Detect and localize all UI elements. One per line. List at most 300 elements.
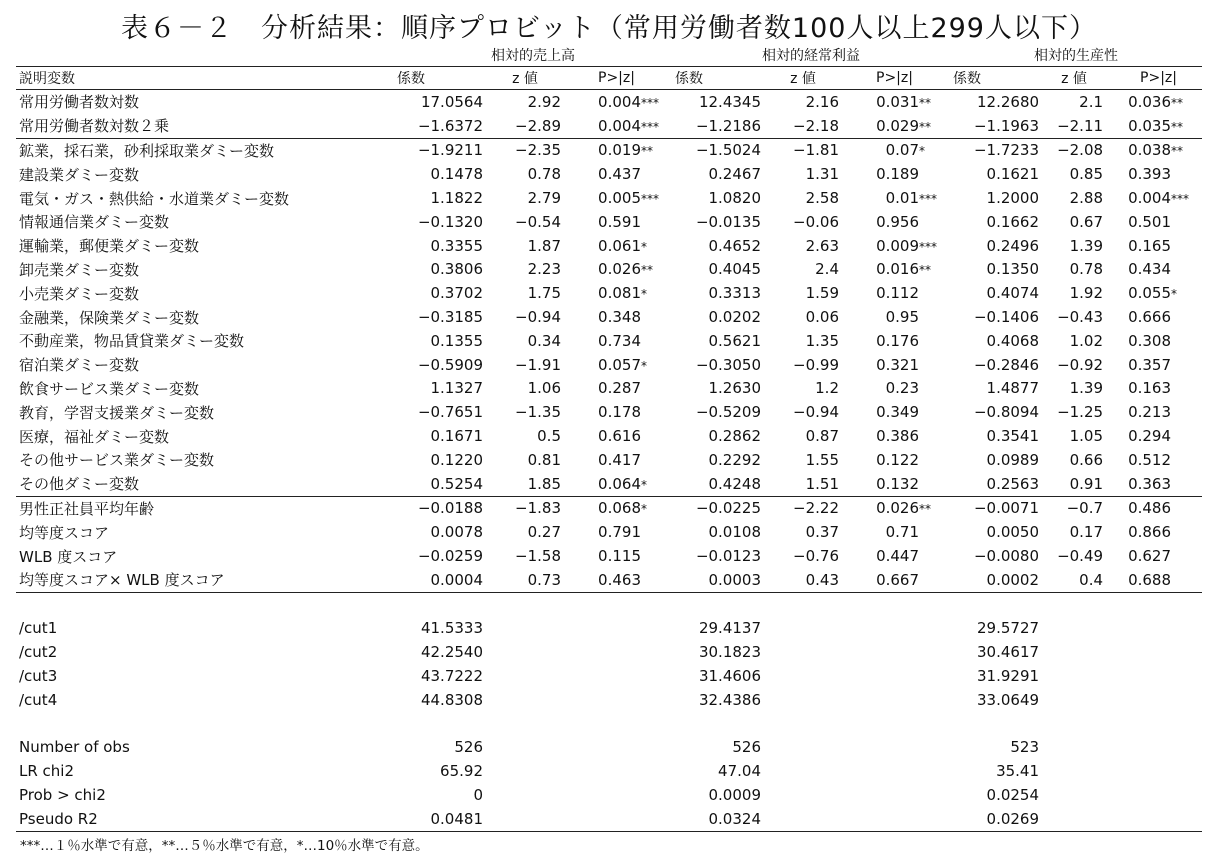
table-row <box>16 424 1202 448</box>
coef-value: 17.0564 <box>420 92 483 111</box>
coef-value: −0.3185 <box>417 308 483 327</box>
p-value: 0.591 <box>598 212 641 231</box>
empty-cell <box>764 664 842 688</box>
coef-value: 0.2862 <box>708 427 761 446</box>
row-value: 41.5333 <box>420 619 483 638</box>
p-value: 0.029 <box>876 116 920 135</box>
empty-cell <box>1042 664 1106 688</box>
p-value: 0.791 <box>598 523 641 542</box>
group-header: 相対的経常利益 <box>762 48 861 64</box>
row-label: /cut1 <box>19 619 58 638</box>
z-value: 2.16 <box>805 92 839 111</box>
empty-cell <box>564 759 672 783</box>
coef-value: 1.2000 <box>986 189 1040 208</box>
p-value-cell <box>564 400 672 424</box>
table-row <box>16 448 1202 472</box>
empty-cell <box>842 759 950 783</box>
p-value-cell <box>564 424 672 448</box>
p-value-cell <box>564 305 672 329</box>
variable-name: 鉱業，採石業，砂利採取業ダミー変数 <box>16 138 394 162</box>
p-value-cell <box>1106 544 1202 568</box>
p-value-cell <box>842 258 950 282</box>
variable-name: その他サービス業ダミー変数 <box>19 451 215 470</box>
group-header: 相対的生産性 <box>1034 48 1119 64</box>
significance-stars: *** <box>919 192 938 207</box>
z-value: −0.94 <box>793 403 839 422</box>
p-value-cell <box>842 186 950 210</box>
coef-value: 0.1355 <box>430 331 483 350</box>
significance-stars: ** <box>919 502 932 517</box>
significance-stars: *** <box>919 239 938 254</box>
variable-name: 小売業ダミー変数 <box>19 284 140 303</box>
row-value: 0.0009 <box>708 786 761 804</box>
significance-stars: * <box>641 477 647 492</box>
p-value-cell <box>1106 400 1202 424</box>
p-value-cell <box>1106 353 1202 377</box>
spacer-row <box>16 592 1202 616</box>
p-value: 0.956 <box>876 212 920 231</box>
empty-cell <box>486 736 564 760</box>
p-value: 0.081 <box>598 284 641 303</box>
p-value: 0.132 <box>876 474 920 493</box>
empty-cell <box>1106 736 1202 760</box>
row-label: /cut3 <box>19 667 58 686</box>
variable-name: 金融業，保険業ダミー変数 <box>19 308 200 327</box>
z-value: 2.1 <box>1079 92 1104 111</box>
p-value: 0.115 <box>598 547 641 566</box>
p-value: 0.434 <box>1128 260 1172 279</box>
z-value: −0.06 <box>793 212 839 231</box>
coef-value: −0.8094 <box>973 403 1040 422</box>
p-value: 0.057 <box>598 355 641 374</box>
z-value: 0.5 <box>537 427 561 446</box>
variable-name: 卸売業ダミー変数 <box>19 260 140 279</box>
significance-stars: * <box>919 144 926 159</box>
p-value-cell <box>564 353 672 377</box>
empty-cell <box>564 688 672 712</box>
variable-name: 教育，学習支援業ダミー変数 <box>19 403 215 422</box>
z-value: 1.51 <box>805 474 839 493</box>
p-value: 0.287 <box>598 379 641 398</box>
p-value: 0.734 <box>598 331 641 350</box>
p-value-cell <box>564 114 672 138</box>
coef-value: 0.1662 <box>986 212 1040 231</box>
coef-value: −0.0135 <box>695 212 761 231</box>
row-value: 0.0269 <box>950 807 1042 831</box>
significance-stars: ** <box>919 119 932 134</box>
coef-value: 0.1621 <box>986 165 1040 184</box>
coef-value: 0.0989 <box>986 450 1040 469</box>
variable-name: 情報通信業ダミー変数 <box>19 213 170 232</box>
table-row <box>16 520 1202 544</box>
significance-stars: *** <box>1171 192 1190 207</box>
variable-name: 均等度スコア× WLB 度スコア <box>16 568 394 592</box>
row-value: 35.41 <box>996 762 1040 781</box>
stat-row <box>16 736 1202 760</box>
row-value: 42.2540 <box>420 643 483 662</box>
p-value-cell <box>842 281 950 305</box>
row-value: 33.0649 <box>977 690 1040 709</box>
table-title: 表６－２ 分析結果：順序プロビット（常用労働者数100人以上299人以下） <box>121 13 1097 44</box>
row-label: Number of obs <box>19 738 130 757</box>
empty-cell <box>764 736 842 760</box>
z-value: −2.11 <box>1057 116 1104 135</box>
table-row <box>16 400 1202 424</box>
coef-value: −0.0188 <box>394 496 486 520</box>
row-value: 31.4606 <box>698 667 761 686</box>
empty-cell <box>564 640 672 664</box>
z-value: −0.49 <box>1057 547 1104 566</box>
variable-name: 飲食サービス業ダミー変数 <box>19 379 200 398</box>
z-value: 0.43 <box>764 568 842 592</box>
p-value-cell <box>564 138 672 162</box>
empty-cell <box>764 688 842 712</box>
p-value-cell <box>1106 162 1202 186</box>
row-value: 29.4137 <box>698 619 761 638</box>
p-value: 0.357 <box>1128 355 1172 374</box>
coef-value: 0.0108 <box>708 523 761 542</box>
p-value-cell <box>564 210 672 234</box>
p-value: 0.019 <box>598 141 641 160</box>
z-header: z 値 <box>1042 67 1106 90</box>
coef-value: 0.0202 <box>708 308 761 327</box>
row-value: 44.8308 <box>420 690 483 709</box>
p-value: 0.616 <box>598 427 641 446</box>
coef-value: −0.1406 <box>973 308 1040 327</box>
empty-cell <box>764 759 842 783</box>
p-value-cell <box>842 448 950 472</box>
z-value: 2.4 <box>815 260 839 279</box>
z-value: 1.75 <box>527 284 561 303</box>
row-value: 526 <box>454 738 483 757</box>
coef-value: 0.4074 <box>986 284 1040 303</box>
coef-value: −1.7233 <box>950 138 1042 162</box>
p-value-cell <box>564 377 672 401</box>
p-value: 0.036 <box>1128 92 1172 111</box>
p-value: 0.031 <box>876 92 920 111</box>
stat-row <box>16 759 1202 783</box>
p-value: 0.866 <box>1128 523 1172 542</box>
significance-stars: * <box>641 358 647 373</box>
coef-value: −0.0080 <box>973 547 1040 566</box>
variable-name: 均等度スコア <box>19 523 110 542</box>
variable-name: 常用労働者数対数２乗 <box>19 117 170 136</box>
p-value-cell <box>564 568 672 592</box>
p-value-cell <box>1106 258 1202 282</box>
empty-cell <box>842 807 950 831</box>
significance-stars: *** <box>641 95 659 110</box>
p-value-cell <box>1106 210 1202 234</box>
z-value: −2.89 <box>515 116 561 135</box>
table-row <box>16 258 1202 282</box>
p-header: P>|z| <box>842 67 950 90</box>
empty-cell <box>1106 783 1202 807</box>
coef-value: 0.0003 <box>672 568 764 592</box>
row-value: 0.0481 <box>394 807 486 831</box>
row-label: /cut2 <box>19 643 58 662</box>
z-value: −1.83 <box>486 496 564 520</box>
coef-value: 0.1478 <box>430 165 483 184</box>
table-row <box>16 234 1202 258</box>
z-value: 2.92 <box>527 92 561 111</box>
empty-cell <box>564 664 672 688</box>
spacer-row <box>16 712 1202 736</box>
coef-value: 0.1350 <box>986 260 1040 279</box>
p-value: 0.009 <box>876 236 920 255</box>
p-value: 0.463 <box>598 570 641 589</box>
significance-stars: *** <box>641 192 659 207</box>
z-header: z 値 <box>764 67 842 90</box>
table-row <box>16 186 1202 210</box>
significance-stars: * <box>641 502 647 517</box>
p-value-cell <box>564 186 672 210</box>
p-value-cell <box>842 329 950 353</box>
p-value: 0.163 <box>1128 379 1172 398</box>
p-value: 0.95 <box>885 308 920 327</box>
p-value: 0.165 <box>1128 236 1172 255</box>
variable-name: 男性正社員平均年齢 <box>16 496 394 520</box>
z-value: −0.54 <box>515 212 561 231</box>
p-value: 0.627 <box>1128 547 1172 566</box>
p-value: 0.393 <box>1128 165 1172 184</box>
coef-value: 0.3806 <box>430 260 483 279</box>
z-value: 0.78 <box>527 165 561 184</box>
empty-cell <box>1106 807 1202 831</box>
row-value: 47.04 <box>718 762 761 781</box>
variable-name: その他ダミー変数 <box>19 475 140 494</box>
coef-value: −0.3050 <box>695 355 761 374</box>
coef-header: 係数 <box>394 67 486 90</box>
coef-value: 0.4248 <box>708 474 761 493</box>
row-value: 31.9291 <box>977 667 1040 686</box>
group-header-row <box>16 44 1202 67</box>
p-value: 0.308 <box>1128 331 1172 350</box>
z-value: 2.63 <box>805 236 839 255</box>
coef-value: 0.0002 <box>950 568 1042 592</box>
significance-stars: ** <box>919 263 932 278</box>
coef-value: −1.6372 <box>417 116 483 135</box>
p-value: 0.01 <box>885 189 920 208</box>
p-value-cell <box>842 424 950 448</box>
variable-name: 常用労働者数対数 <box>19 93 140 112</box>
coef-value: −0.5209 <box>695 403 761 422</box>
coef-value: 12.2680 <box>977 92 1040 111</box>
table-row <box>16 162 1202 186</box>
empty-cell <box>486 688 564 712</box>
p-value-cell <box>842 138 950 162</box>
p-value: 0.112 <box>876 284 920 303</box>
coef-value: 0.3541 <box>986 427 1040 446</box>
p-value-cell <box>1106 234 1202 258</box>
z-value: 1.06 <box>527 379 561 398</box>
p-header: P>|z| <box>1106 67 1202 90</box>
z-value: 2.79 <box>527 189 561 208</box>
coef-value: −0.7651 <box>417 403 483 422</box>
group-header: 相対的売上高 <box>491 48 575 64</box>
table-row <box>16 281 1202 305</box>
cut-row <box>16 640 1202 664</box>
table-row <box>16 377 1202 401</box>
empty-cell <box>764 807 842 831</box>
row-value: 0.0324 <box>672 807 764 831</box>
p-value-cell <box>842 114 950 138</box>
p-value-cell <box>1106 377 1202 401</box>
p-value: 0.512 <box>1128 450 1172 469</box>
empty-cell <box>486 640 564 664</box>
coef-value: 0.4068 <box>986 331 1040 350</box>
p-value-cell <box>564 162 672 186</box>
coef-value: −1.2186 <box>695 116 761 135</box>
table-row <box>16 305 1202 329</box>
row-label: Prob > chi2 <box>19 786 106 804</box>
p-value: 0.23 <box>885 379 920 398</box>
p-value-cell <box>564 520 672 544</box>
p-value-cell <box>1106 568 1202 592</box>
cut-row <box>16 688 1202 712</box>
empty-cell <box>1042 617 1106 641</box>
z-value: −0.76 <box>793 547 839 566</box>
coef-value: −0.1320 <box>417 212 483 231</box>
coef-value: 0.5254 <box>430 474 483 493</box>
z-value: 0.85 <box>1069 165 1104 184</box>
p-value-cell <box>1106 329 1202 353</box>
z-value: 0.87 <box>805 427 839 446</box>
cut-row <box>16 617 1202 641</box>
coef-value: 0.2467 <box>708 165 761 184</box>
empty-cell <box>842 640 950 664</box>
p-value-cell <box>1106 305 1202 329</box>
coef-value: 0.0004 <box>394 568 486 592</box>
coef-value: −1.1963 <box>973 116 1040 135</box>
footnote: ***…１％水準で有意，**…５％水準で有意，*…10％水準で有意。 <box>20 838 429 854</box>
z-value: 0.4 <box>1042 568 1106 592</box>
row-value: 43.7222 <box>420 667 483 686</box>
coef-value: 0.3355 <box>430 236 483 255</box>
z-value: 2.58 <box>805 189 839 208</box>
p-value-cell <box>564 234 672 258</box>
z-value: −0.7 <box>1042 496 1106 520</box>
table-row <box>16 472 1202 496</box>
coef-value: −1.9211 <box>394 138 486 162</box>
empty-cell <box>842 664 950 688</box>
significance-stars: ** <box>641 263 653 278</box>
z-value: 0.78 <box>1069 260 1104 279</box>
z-value: 1.39 <box>1069 379 1104 398</box>
z-value: −2.18 <box>793 116 839 135</box>
z-value: 0.17 <box>1069 523 1104 542</box>
table-row <box>16 329 1202 353</box>
empty-cell <box>1106 617 1202 641</box>
row-value: 30.4617 <box>977 643 1040 662</box>
empty-cell <box>486 617 564 641</box>
coef-value: −0.5909 <box>417 355 483 374</box>
significance-stars: *** <box>641 119 659 134</box>
z-value: 0.06 <box>805 308 839 327</box>
p-value-cell <box>1106 114 1202 138</box>
z-value: 2.23 <box>527 260 561 279</box>
p-value: 0.363 <box>1128 474 1172 493</box>
coef-header: 係数 <box>950 67 1042 90</box>
z-value: −2.22 <box>764 496 842 520</box>
significance-stars: ** <box>1171 95 1184 110</box>
coef-value: 1.4877 <box>986 379 1040 398</box>
empty-cell <box>764 617 842 641</box>
z-value: 0.27 <box>527 523 561 542</box>
row-label: Pseudo R2 <box>16 807 394 831</box>
coef-value: 1.1822 <box>430 189 483 208</box>
row-value: 523 <box>1010 738 1040 757</box>
z-value: −0.43 <box>1057 308 1104 327</box>
z-value: −1.35 <box>515 403 561 422</box>
z-value: −1.91 <box>515 355 561 374</box>
variable-name: 宿泊業ダミー変数 <box>19 356 140 375</box>
empty-cell <box>564 807 672 831</box>
significance-stars: ** <box>1171 119 1184 134</box>
p-value-cell <box>842 162 950 186</box>
significance-stars: * <box>1171 287 1178 302</box>
p-value: 0.005 <box>598 189 641 208</box>
column-header-row <box>16 67 1202 90</box>
p-value: 0.004 <box>598 116 641 135</box>
empty-cell <box>486 783 564 807</box>
significance-stars: ** <box>919 95 932 110</box>
variable-name: 運輸業，郵便業ダミー変数 <box>19 237 200 256</box>
coef-value: 0.4652 <box>708 236 761 255</box>
empty-cell <box>1106 640 1202 664</box>
z-value: 1.35 <box>805 331 839 350</box>
empty-cell <box>764 640 842 664</box>
z-value: 0.37 <box>805 523 839 542</box>
coef-value: 0.0078 <box>430 523 483 542</box>
p-value: 0.026 <box>876 499 920 518</box>
p-value-cell <box>842 544 950 568</box>
z-value: −2.08 <box>1042 138 1106 162</box>
p-value: 0.486 <box>1128 499 1172 518</box>
header-empty <box>16 44 394 67</box>
coef-value: 0.2496 <box>986 236 1040 255</box>
z-value: 1.31 <box>805 165 839 184</box>
variable-name: 建設業ダミー変数 <box>19 165 140 184</box>
z-value: 1.55 <box>805 450 839 469</box>
empty-cell <box>1042 688 1106 712</box>
z-value: 0.91 <box>1069 474 1104 493</box>
cut-row <box>16 664 1202 688</box>
table-row <box>16 568 1202 592</box>
p-value: 0.178 <box>598 403 641 422</box>
p-value-cell <box>564 281 672 305</box>
empty-cell <box>486 759 564 783</box>
z-value: −1.81 <box>764 138 842 162</box>
p-value: 0.688 <box>1128 570 1172 589</box>
row-label: /cut4 <box>19 690 58 709</box>
significance-stars: ** <box>641 144 653 159</box>
z-value: 0.67 <box>1069 212 1104 231</box>
z-value: 1.87 <box>527 236 561 255</box>
row-value: 65.92 <box>440 762 483 781</box>
p-value-cell <box>842 234 950 258</box>
coef-value: −0.0071 <box>950 496 1042 520</box>
row-value: 30.1823 <box>698 643 761 662</box>
p-value-cell <box>564 496 672 520</box>
coef-value: 0.0050 <box>986 523 1040 542</box>
p-value: 0.016 <box>876 260 920 279</box>
empty-cell <box>1042 736 1106 760</box>
z-value: 1.85 <box>527 474 561 493</box>
empty-cell <box>564 736 672 760</box>
p-value: 0.447 <box>876 547 920 566</box>
empty-cell <box>564 617 672 641</box>
p-value: 0.004 <box>598 92 641 111</box>
